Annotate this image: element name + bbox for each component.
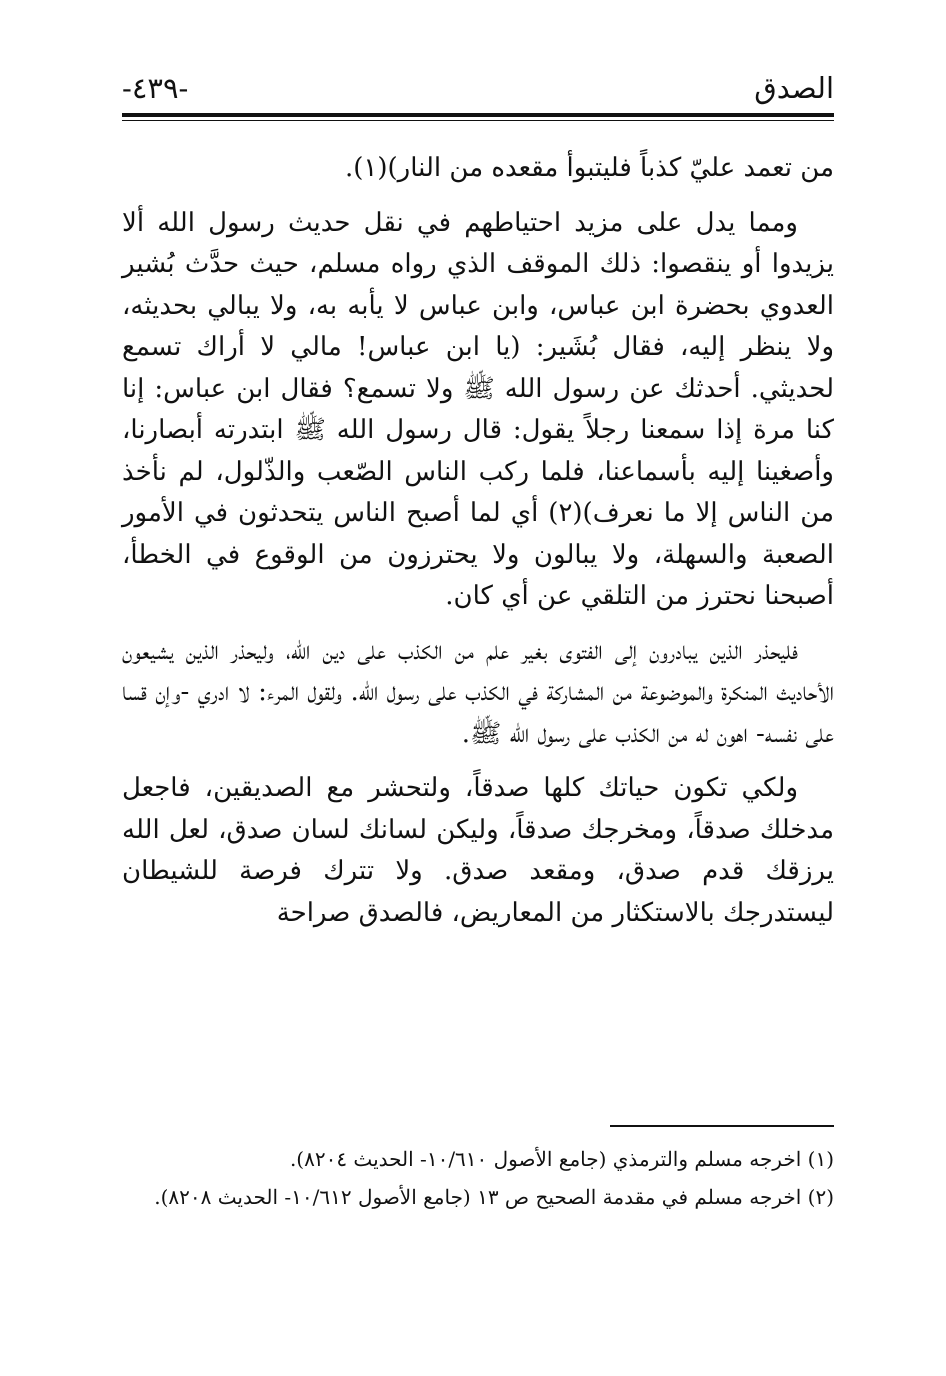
footnote-divider xyxy=(610,1125,834,1127)
paragraph-2: ومما يدل على مزيد احتياطهم في نقل حديث رسول الله ألا يزيدوا أو ينقصوا: ذلك الموقف الذي رواه مسلم، حيث حدَّث بُشير العدوي بحضرة ابن عباس، وابن عباس لا يأبه به، ولا يبالي بحديثه، ولا ينظر إليه، فقال بُشَير: (يا ابن عباس! مالي لا أراك تسمع لحديثي. أحدثك عن رسول الله ﷺ ولا تسمع؟ فقال ابن عباس: إنا كنا مرة إذا سمعنا رجلاً يقول: قال رسول الله ﷺ ابتدرته أبصارنا، وأصغينا إليه بأسماعنا، فلما ركب الناس الصّعب والذّلول، لم نأخذ من الناس إلا ما نعرف)(٢) أي لما أصبح الناس يتحدثون في الأمور الصعبة والسهلة، ولا يبالون ولا يحترزون من الوقوع في الخطأ، أصبحنا نحترز من التلقي عن أي كان. xyxy=(122,207,834,611)
body-text xyxy=(122,148,834,934)
footnotes xyxy=(122,1140,834,1216)
footnote-2: (٢) اخرجه مسلم في مقدمة الصحيح ص ١٣ (جامع الأصول ١٠/٦١٢- الحديث ٨٢٠٨). xyxy=(154,1185,834,1209)
paragraph-1: من تعمد عليّ كذباً فليتبوأ مقعده من النار)(١). xyxy=(345,153,834,183)
footnote-1: (١) اخرجه مسلم والترمذي (جامع الأصول ١٠/٦١٠- الحديث ٨٢٠٤). xyxy=(289,1147,834,1171)
paragraph-3: فليحذر الذين يبادرون إلى الفتوى بغير علم من الكذب على دين الله، وليحذر الذين يشيعون الأحاديث المنكرة والموضوعة من المشاركة في الكذب على رسول الله. ولقول المرء: لا ادري -وإن قسا على نفسه- اهون له من الكذب على رسول الله ﷺ. xyxy=(122,635,834,749)
page-number: -٤٣٩- xyxy=(122,71,189,105)
header-rule-thin xyxy=(122,120,834,121)
header-rule-thick xyxy=(122,113,834,117)
paragraph-4: ولكي تكون حياتك كلها صدقاً، ولتحشر مع الصديقين، فاجعل مدخلك صدقاً، ومخرجك صدقاً، وليكن لسانك لسان صدق، لعل الله يرزقك قدم صدق، ومقعد صدق. ولا تترك فرصة للشيطان ليستدرجك بالاستكثار من المعاريض، فالصدق صراحة xyxy=(122,773,834,928)
page-header xyxy=(122,68,834,112)
running-title: الصدق xyxy=(754,71,834,105)
